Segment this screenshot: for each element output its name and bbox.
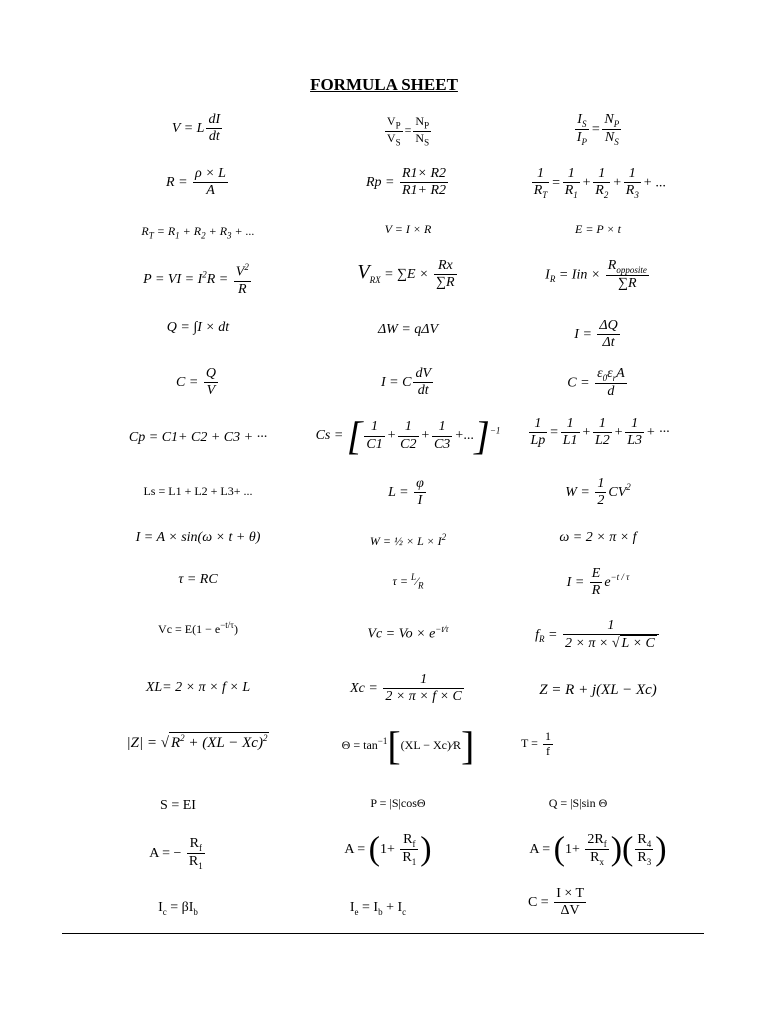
formula-plate-capacitance: C = $\frac{\varepsilon_0\varepsilon_rA}{d}$ xyxy=(567,366,625,400)
formula-rc-tau: τ = RC xyxy=(178,572,218,587)
formula-inductor-voltage: V = L $\frac{dI}{dt}$ xyxy=(171,112,221,145)
formula-reactive-power: Q = |S|sin Θ xyxy=(548,796,608,810)
formula-inverting-gain: A = − $\frac{R_f}{R_1}$ xyxy=(149,836,203,871)
formula-capacitance: C = $\frac{Q}{V}$ xyxy=(176,366,216,399)
formula-phase-angle: $\Theta = \tan^{-1}[(XL$ − Xc)⁄R] xyxy=(341,723,475,768)
formula-resistance: R = $\frac{\rho \times L}{A}$ xyxy=(166,166,226,199)
formula-parallel-two: Rp = $\frac{R1\times R2}{R1+ R2}$ xyxy=(365,166,447,199)
formula-voltage-divider: $V_{RX} = \sum E$ × $\frac{Rx}{\sum R}$ xyxy=(357,258,455,291)
formula-current-charge: I = $\frac{\Delta Q}{\Delta t}$ xyxy=(574,318,618,351)
formula-inductance: L = $\frac{\varphi}{I}$ xyxy=(388,476,424,509)
formula-ind-parallel: $\frac{1}{Lp}$ = $\frac{1}{L1}$ + $\frac{1}{L2}$ + $\frac{1}{L3}$ + ··· xyxy=(530,416,670,449)
formula-ohms-law: V = I × R xyxy=(384,222,432,236)
formula-ind-series: Ls = L1 + L2 + L3+ ... xyxy=(143,484,253,498)
formula-transistor-emitter: $I_e = I_b + I_c$ xyxy=(349,900,407,917)
formula-rl-current: I = $\frac{E}{R}$ $e^{-t / \tau}$ xyxy=(566,566,630,599)
formula-current-divider: $I_R$ = Iin × $\frac{R_{opposite}}{\sum R}$ xyxy=(545,258,647,292)
formula-apparent-power: S = EI xyxy=(160,798,196,813)
formula-cap-energy: W = $\frac{1}{2}$ $CV^2$ xyxy=(565,476,631,509)
formula-cap-parallel: Cp = C1+ C2 + C3 + ··· xyxy=(128,430,268,445)
footer-rule xyxy=(62,933,704,934)
formula-ind-reactance: XL= 2 × π × f × L xyxy=(145,680,251,695)
formula-parallel-total: $\frac{1}{R_T}$ = $\frac{1}{R_1}$ + $\frac{1}{R_2}$ + $\frac{1}{R_3}$ + ... xyxy=(533,166,667,200)
formula-real-power: P = |S|cosΘ xyxy=(370,796,426,810)
formula-ind-energy: W = ½ × $L \times I^2$ xyxy=(369,532,447,548)
formula-cap-reactance: Xc = $\frac{1}{2 \times \pi \times f \times C}$ xyxy=(350,672,462,705)
formula-resonance: $f_R$ = $\frac{1}{2 \times \pi \times √ L \times C}$ xyxy=(470,618,726,652)
formula-rc-charge: $Vc = E(1 - e^{-t/\tau})$ xyxy=(158,620,238,636)
formula-cap-series: Cs = [ $\frac{1}{C1}$ + $\frac{1}{C2}$ + $\frac{1}{C3}$ +...]$^{-1}$ xyxy=(315,413,501,458)
formula-transistor-collector: $I_c = \beta I_b$ xyxy=(158,900,198,917)
formula-sine-current: I = A × sin(ω × t + θ) xyxy=(135,530,261,545)
formula-capacitor-current: I = C $\frac{dV}{dt}$ xyxy=(380,366,431,399)
formula-work-charge: ΔW = qΔV xyxy=(377,322,439,337)
formula-noninverting-gain: A = (1+ $\frac{R_f}{R_1}$ ) xyxy=(344,830,432,868)
formula-rl-tau: $\tau = ^L⁄_R$ xyxy=(392,572,424,591)
formula-impedance-mag: |Z| = √ $R^2 + (XL - Xc)^2$ xyxy=(126,733,268,751)
formula-series-total: $R_T = R_1 + R_2 + R_3$ + ... xyxy=(141,224,255,241)
formula-angular-freq: ω = 2 × π × f xyxy=(559,530,637,545)
formula-capacitance-slew: C = $\frac{I \times T}{\Delta V}$ xyxy=(527,886,585,919)
formula-transformer-voltage: $\frac{V_P}{V_S}$ = $\frac{N_P}{N_S}$ xyxy=(386,114,430,148)
page-title: FORMULA SHEET xyxy=(310,75,458,94)
formula-diff-gain: A = (1+ $\frac{2R_f}{R_x}$ )( $\frac{R_4}{R_3}$ ) xyxy=(529,830,667,868)
formula-period: T = $\frac{1}{f}$ xyxy=(521,729,551,758)
formula-charge: Q = ∫I × dt xyxy=(166,320,230,335)
formula-power: P = VI = $I^2R$ = $\frac{V^2}{R}$ xyxy=(143,262,249,297)
formula-impedance: Z = R + j(XL − Xc) xyxy=(539,682,657,698)
formula-energy: E = P × t xyxy=(575,222,621,236)
formula-rc-discharge: $Vc = Vo \times e^{-t⁄\tau}$ xyxy=(367,624,449,642)
formula-transformer-current: $\frac{I_S}{I_P}$ = $\frac{N_P}{N_S}$ xyxy=(576,112,620,147)
